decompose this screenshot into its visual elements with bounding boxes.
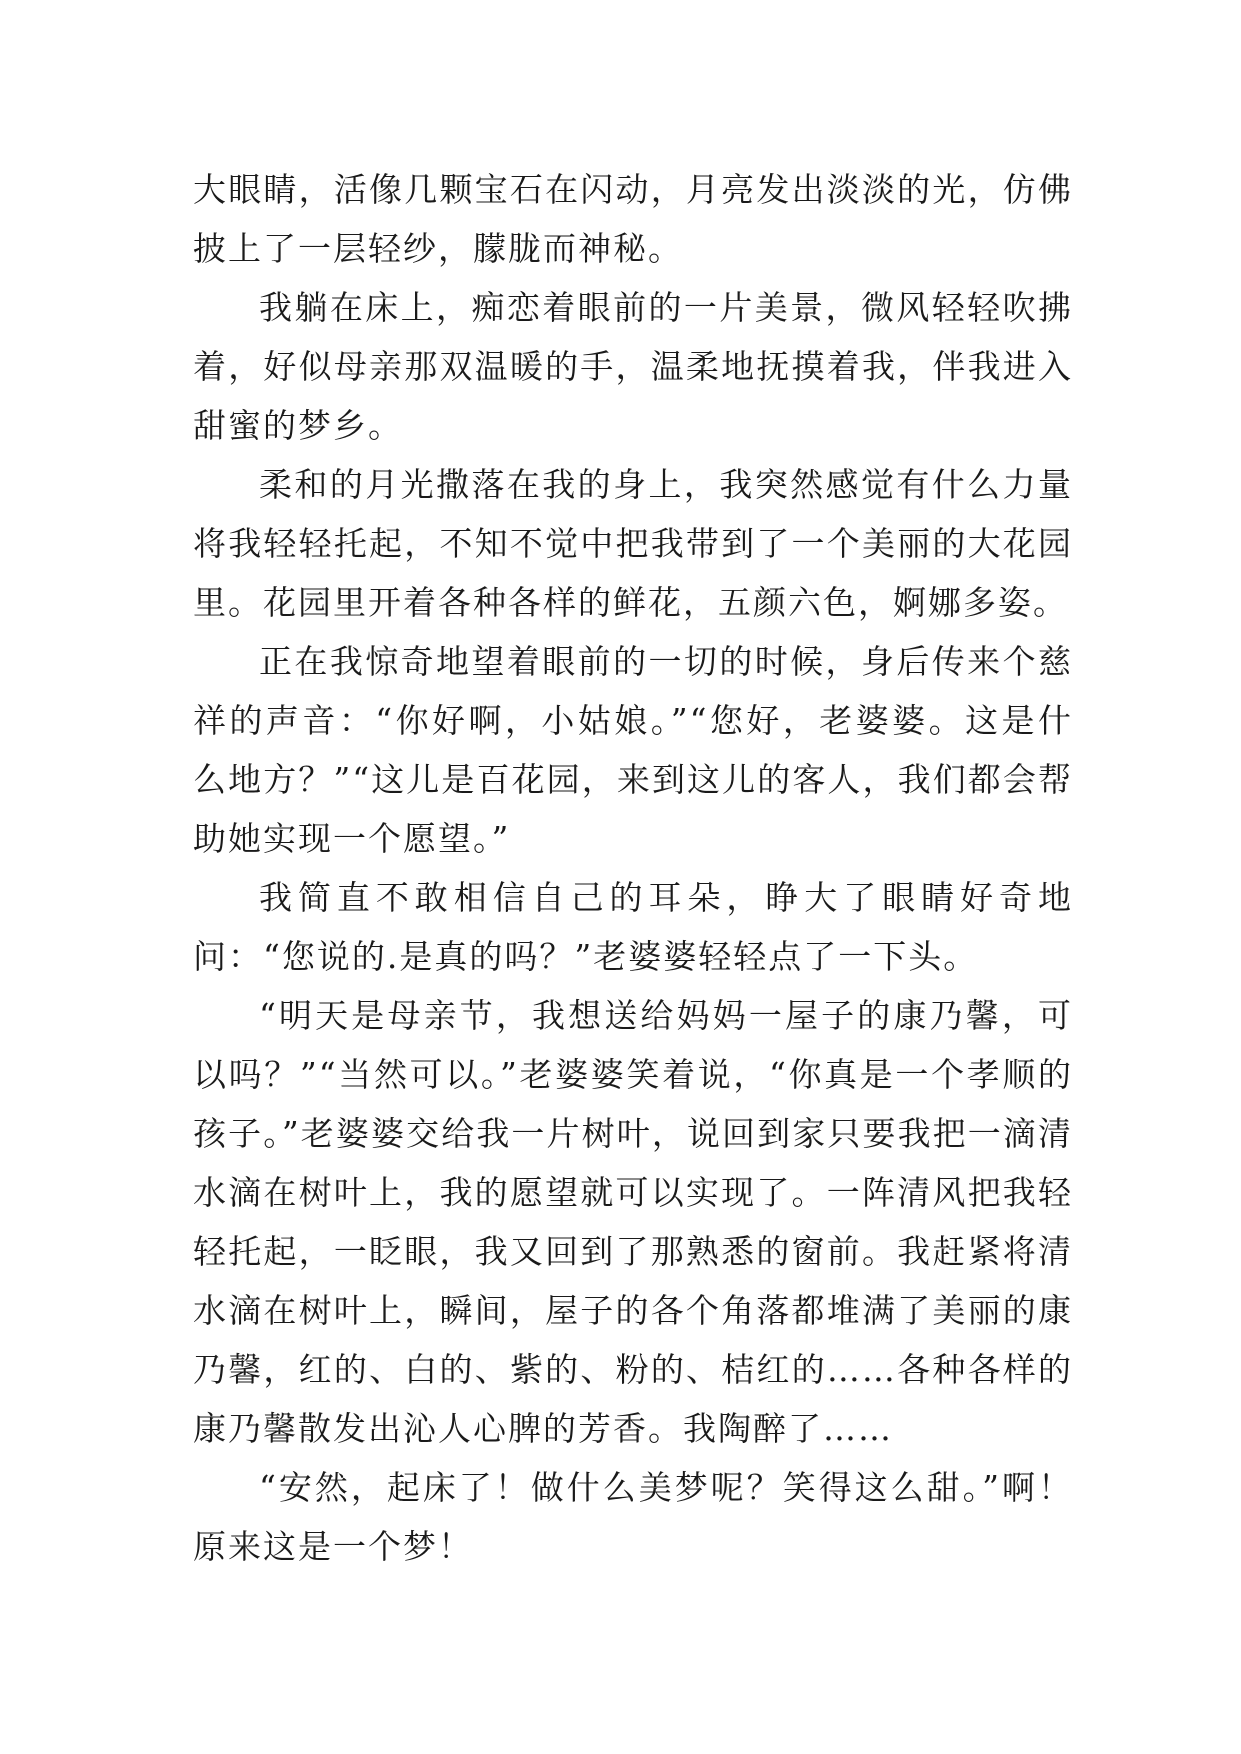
paragraph-3: 柔和的月光撒落在我的身上，我突然感觉有什么力量将我轻轻托起，不知不觉中把我带到了一个美丽的大花园里。花园里开着各种各样的鲜花，五颜六色，婀娜多姿。	[193, 465, 1073, 622]
paragraph-1: 大眼睛，活像几颗宝石在闪动，月亮发出淡淡的光，仿佛披上了一层轻纱，朦胧而神秘。	[193, 170, 1073, 268]
paragraph-2: 我躺在床上，痴恋着眼前的一片美景，微风轻轻吹拂着，好似母亲那双温暖的手，温柔地抚摸着我，伴我进入甜蜜的梦乡。	[193, 288, 1073, 445]
paragraph-5: 我简直不敢相信自己的耳朵，睁大了眼睛好奇地问：“您说的.是真的吗？”老婆婆轻轻点了一下头。	[193, 878, 1073, 976]
paragraph-7: “安然，起床了！做什么美梦呢？笑得这么甜。”啊！原来这是一个梦！	[193, 1468, 1073, 1566]
document-body	[193, 160, 1073, 1576]
paragraph-6: “明天是母亲节，我想送给妈妈一屋子的康乃馨，可以吗？”“当然可以。”老婆婆笑着说，“你真是一个孝顺的孩子。”老婆婆交给我一片树叶，说回到家只要我把一滴清水滴在树叶上，我的愿望就可以实现了。一阵清风把我轻轻托起，一眨眼，我又回到了那熟悉的窗前。我赶紧将清水滴在树叶上，瞬间，屋子的各个角落都堆满了美丽的康乃馨，红的、白的、紫的、粉的、桔红的……各种各样的康乃馨散发出沁人心脾的芳香。我陶醉了……	[193, 996, 1073, 1448]
paragraph-4: 正在我惊奇地望着眼前的一切的时候，身后传来个慈祥的声音：“你好啊，小姑娘。”“您好，老婆婆。这是什么地方？”“这儿是百花园，来到这儿的客人，我们都会帮助她实现一个愿望。”	[193, 642, 1073, 858]
